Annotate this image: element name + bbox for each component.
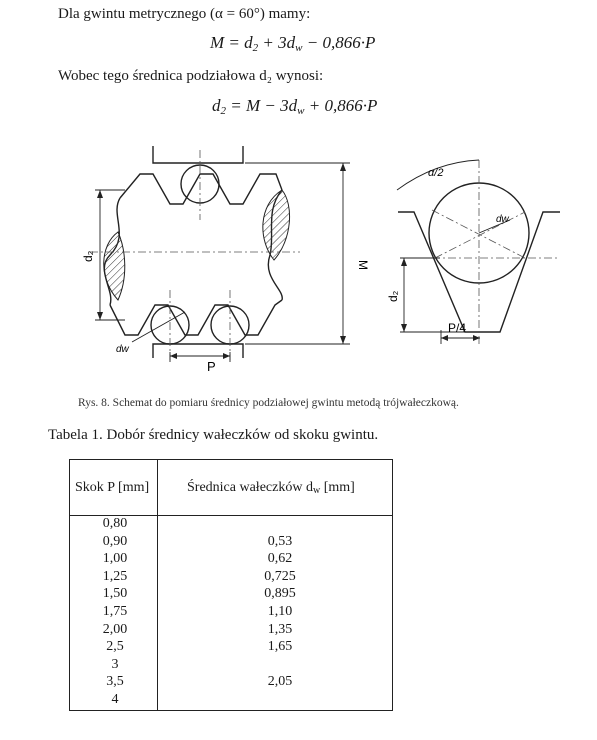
table-cell-wire-diameter: 0,53 bbox=[267, 533, 293, 549]
table-cell-wire-diameter: 0,725 bbox=[264, 568, 296, 584]
table-cell-pitch: 3 bbox=[111, 656, 119, 672]
table-cell-pitch: 0,90 bbox=[102, 533, 128, 549]
table-cell-pitch: 1,25 bbox=[102, 568, 128, 584]
table-cell-wire-diameter: 0,62 bbox=[267, 551, 293, 567]
table-cell-wire-diameter bbox=[240, 691, 320, 709]
table-cell-pitch: 0,80 bbox=[102, 516, 128, 531]
table-cell-pitch: 2,00 bbox=[102, 621, 128, 637]
intro-text-2: Wobec tego średnica podziałowa d₂ wynosi: bbox=[58, 68, 324, 84]
table-cell-wire-diameter bbox=[240, 656, 320, 674]
formula-m: $M = d_2 + 3d_w - 0,866\cdot P$ bbox=[210, 33, 376, 54]
label-d2-right: d₂ bbox=[386, 290, 400, 302]
label-dw-left: dw bbox=[116, 344, 129, 355]
table-cell-pitch: 1,75 bbox=[102, 603, 128, 619]
table-cell-wire-diameter: 1,65 bbox=[267, 639, 293, 655]
table-cell-pitch: 1,50 bbox=[102, 586, 128, 602]
table-cell-wire-diameter: 2,05 bbox=[267, 674, 293, 690]
table-cell-pitch: 2,5 bbox=[106, 639, 124, 655]
table-cell-wire-diameter: 0,895 bbox=[264, 586, 296, 602]
intro-text-1: Dla gwintu metrycznego (α = 60°) mamy: bbox=[58, 6, 311, 22]
label-d2-left: d₂ bbox=[81, 250, 95, 262]
figure-caption: Rys. 8. Schemat do pomiaru średnicy podziałowej gwintu metodą trójwałeczkową. bbox=[78, 397, 459, 409]
table-cell-pitch: 1,00 bbox=[102, 551, 128, 567]
table-title: Tabela 1. Dobór średnicy wałeczków od skoku gwintu. bbox=[48, 427, 379, 443]
label-P4: P/4 bbox=[448, 321, 467, 335]
table-cell-wire-diameter bbox=[240, 515, 320, 533]
table-cell-wire-diameter: 1,35 bbox=[267, 621, 293, 637]
table-cell-pitch: 4 bbox=[111, 691, 119, 707]
wire-diameter-column bbox=[240, 515, 320, 709]
hatched-section-right bbox=[263, 190, 290, 260]
hatched-section-left bbox=[104, 232, 125, 300]
table-cell-pitch: 3,5 bbox=[106, 674, 124, 690]
wire-size-table bbox=[69, 459, 393, 711]
table-cell-wire-diameter: 1,10 bbox=[267, 603, 293, 619]
label-P: P bbox=[207, 359, 216, 374]
formula-d2: $d_2 = M - 3d_w + 0,866\cdot P$ bbox=[212, 96, 378, 117]
label-M: M bbox=[356, 260, 370, 270]
label-dw-right: dw bbox=[496, 214, 509, 225]
pitch-column bbox=[70, 515, 160, 709]
label-alpha-half: α/2 bbox=[428, 167, 444, 179]
header-wire-diameter: Średnica wałeczków $d_w$ [mm] bbox=[187, 480, 355, 496]
header-pitch: Skok P [mm] bbox=[75, 480, 150, 495]
